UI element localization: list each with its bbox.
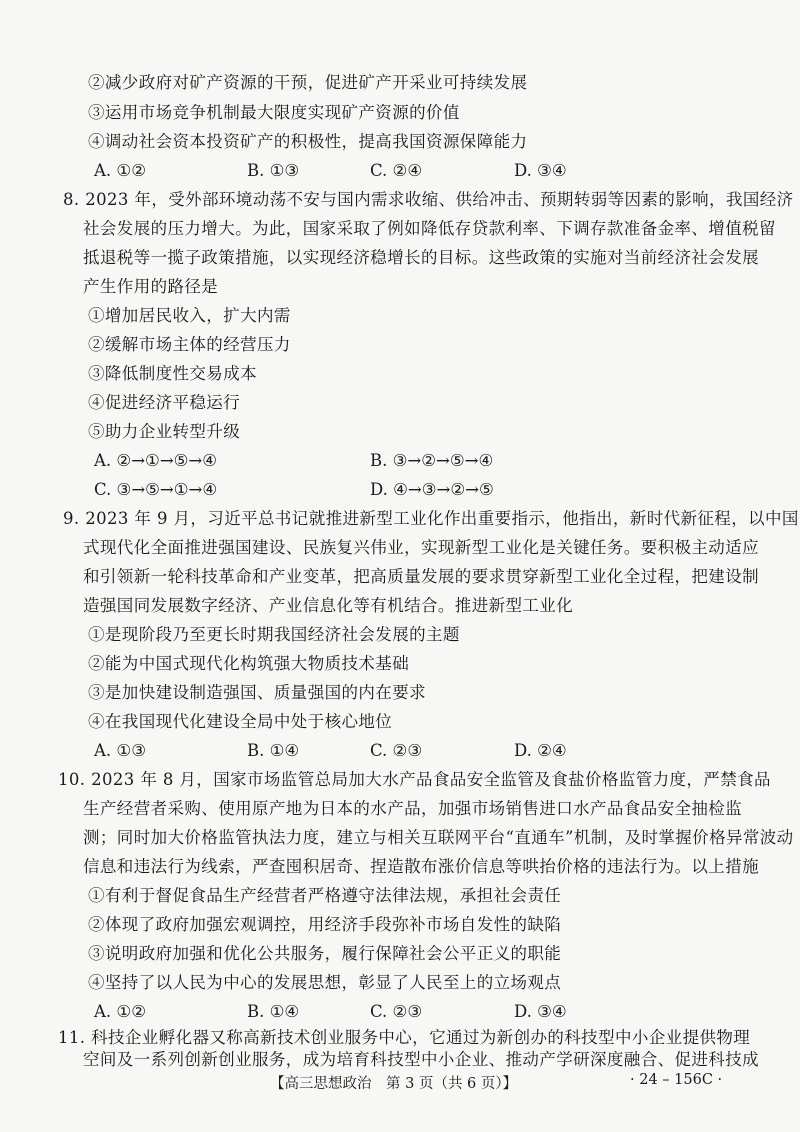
q10-option-c: C. ②③	[370, 1002, 423, 1021]
q8-option-c: C. ③→⑤→①→④	[94, 480, 218, 499]
q10-option-a: A. ①②	[94, 1002, 146, 1021]
q11-stem-line-1: 11. 科技企业孵化器又称高新技术创业服务中心，它通过为新创办的科技型中小企业提供物理	[58, 1028, 751, 1047]
q8-item-1: ①增加居民收入，扩大内需	[88, 306, 291, 325]
q9-option-d: D. ②④	[514, 741, 567, 760]
q10-item-1: ①有利于督促食品生产经营者严格遵守法律法规，承担社会责任	[88, 886, 562, 905]
q9-option-b: B. ①④	[247, 741, 300, 760]
q8-item-2: ②缓解市场主体的经营压力	[88, 335, 291, 354]
q9-item-4: ④在我国现代化建设全局中处于核心地位	[88, 712, 393, 731]
q8-item-4: ④促进经济平稳运行	[88, 393, 241, 412]
q8-item-3: ③降低制度性交易成本	[88, 364, 257, 383]
q7-option-a: A. ①②	[94, 161, 146, 180]
q10-item-3: ③说明政府加强和优化公共服务，履行保障社会公平正义的职能	[88, 944, 562, 963]
q8-stem-line-2: 社会发展的压力增大。为此，国家采取了例如降低存贷款利率、下调存款准备金率、增值税留	[83, 219, 776, 238]
q7-item-4: ④调动社会资本投资矿产的积极性，提高我国资源保障能力	[88, 132, 528, 151]
q8-stem-line-4: 产生作用的路径是	[83, 277, 219, 296]
q8-option-d: D. ④→③→②→⑤	[370, 480, 494, 499]
q10-item-2: ②体现了政府加强宏观调控，用经济手段弥补市场自发性的缺陷	[88, 915, 562, 934]
q9-stem-line-2: 式现代化全面推进强国建设、民族复兴伟业，实现新型工业化是关键任务。要积极主动适应	[83, 538, 759, 557]
q10-option-d: D. ③④	[514, 1002, 567, 1021]
q9-stem-line-3: 和引领新一轮科技革命和产业变革，把高质量发展的要求贯穿新型工业化全过程，把建设制	[83, 567, 759, 586]
q9-item-2: ②能为中国式现代化构筑强大物质技术基础	[88, 654, 410, 673]
page-footer-title: 【高三思想政治 第 3 页（共 6 页）】	[270, 1076, 518, 1092]
q8-stem-line-3: 抵退税等一揽子政策措施，以实现经济稳增长的目标。这些政策的实施对当前经济社会发展	[83, 248, 759, 267]
q10-stem-line-1: 10. 2023 年 8 月，国家市场监管总局加大水产品食品安全监管及食盐价格监管力度，严禁食品	[58, 770, 771, 789]
q9-stem-line-1: 9. 2023 年 9 月，习近平总书记就推进新型工业化作出重要指示，他指出，新时代新征程，以中国	[63, 509, 799, 528]
q10-stem-line-4: 信息和违法行为线索，严查囤积居奇、捏造散布涨价信息等哄抬价格的违法行为。以上措施	[83, 857, 759, 876]
q8-option-a: A. ②→①→⑤→④	[94, 451, 218, 470]
q8-stem-line-1: 8. 2023 年，受外部环境动荡不安与国内需求收缩、供给冲击、预期转弱等因素的影响，我国经济	[63, 190, 794, 209]
q11-stem-line-2: 空间及一系列创新创业服务，成为培育科技型中小企业、推动产学研深度融合、促进科技成	[83, 1050, 759, 1069]
q10-option-b: B. ①④	[247, 1002, 300, 1021]
q10-stem-line-3: 测；同时加大价格监管执法力度，建立与相关互联网平台“直通车”机制，及时掌握价格异常波动	[83, 828, 794, 847]
q9-stem-line-4: 造强国同发展数字经济、产业信息化等有机结合。推进新型工业化	[83, 596, 574, 615]
q7-item-3: ③运用市场竞争机制最大限度实现矿产资源的价值	[88, 103, 460, 122]
q9-item-3: ③是加快建设制造强国、质量强国的内在要求	[88, 683, 426, 702]
q7-option-b: B. ①③	[247, 161, 300, 180]
q8-option-b: B. ③→②→⑤→④	[370, 451, 494, 470]
q9-option-c: C. ②③	[370, 741, 423, 760]
q10-item-4: ④坚持了以人民为中心的发展思想，彰显了人民至上的立场观点	[88, 973, 562, 992]
page-footer-code: · 24 – 156C ·	[630, 1072, 723, 1088]
q9-item-1: ①是现阶段乃至更长时期我国经济社会发展的主题	[88, 625, 460, 644]
q7-option-c: C. ②④	[370, 161, 423, 180]
q10-stem-line-2: 生产经营者采购、使用原产地为日本的水产品，加强市场销售进口水产品食品安全抽检监	[83, 799, 743, 818]
q9-option-a: A. ①③	[94, 741, 146, 760]
q8-item-5: ⑤助力企业转型升级	[88, 422, 241, 441]
q7-option-d: D. ③④	[514, 161, 567, 180]
q7-item-2: ②减少政府对矿产资源的干预，促进矿产开采业可持续发展	[88, 73, 528, 92]
